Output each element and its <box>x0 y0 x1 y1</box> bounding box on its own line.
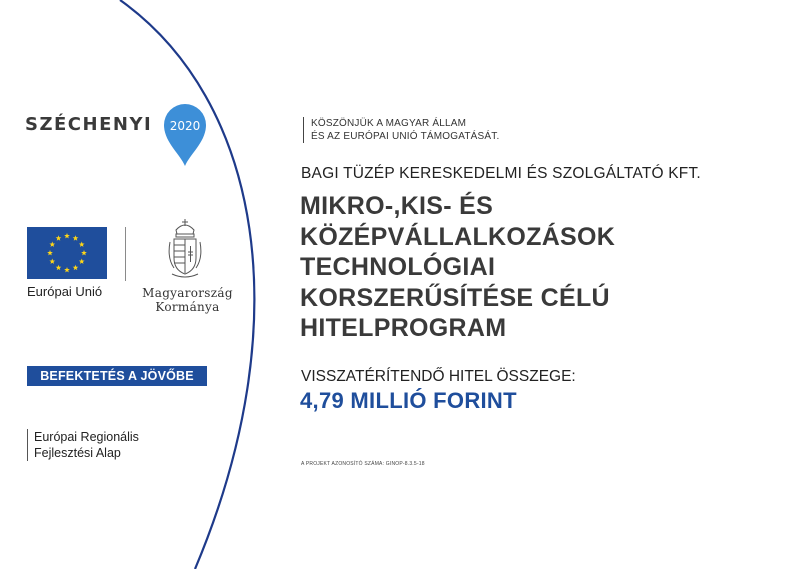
eu-flag-icon <box>27 227 107 279</box>
program-title-line2: KÖZÉPVÁLLALKOZÁSOK <box>300 222 616 251</box>
thanks-line2: ÉS AZ EURÓPAI UNIÓ TÁMOGATÁSÁT. <box>311 131 500 142</box>
program-title-line3: TECHNOLÓGIAI <box>300 253 496 281</box>
program-title-line1: MIKRO-,KIS- ÉS <box>300 192 494 220</box>
loan-amount-value: 4,79 MILLIÓ FORINT <box>300 388 517 413</box>
program-title <box>300 191 660 344</box>
invest-banner: BEFEKTETÉS A JÖVŐBE <box>27 366 207 386</box>
thanks-line1: KÖSZÖNJÜK A MAGYAR ÁLLAM <box>311 118 467 129</box>
fund-name <box>27 429 139 461</box>
fund-line1: Európai Regionális <box>34 430 139 444</box>
program-title-line4: KORSZERŰSÍTÉSE CÉLÚ <box>300 283 610 312</box>
logo-divider <box>125 227 126 281</box>
location-pin-icon <box>162 102 208 168</box>
szechenyi-year: 2020 <box>169 119 201 133</box>
government-logo-text <box>135 286 240 314</box>
government-line2: Kormánya <box>155 300 220 314</box>
program-title-line5: HITELPROGRAM <box>300 314 507 342</box>
project-id: A PROJEKT AZONOSÍTÓ SZÁMA: GINOP-8.3.5-18 <box>301 461 425 467</box>
fund-line2: Fejlesztési Alap <box>34 446 121 460</box>
thanks-text <box>303 117 499 143</box>
beneficiary-name: BAGI TÜZÉP KERESKEDELMI ÉS SZOLGÁLTATÓ KFT. <box>301 165 701 182</box>
szechenyi-logo-text: SZÉCHENYI <box>25 114 153 135</box>
government-line1: Magyarország <box>142 286 233 300</box>
loan-amount-label: VISSZATÉRÍTENDŐ HITEL ÖSSZEGE: <box>301 368 576 385</box>
eu-label: Európai Unió <box>27 284 103 299</box>
hungarian-coat-of-arms-icon <box>166 218 204 280</box>
